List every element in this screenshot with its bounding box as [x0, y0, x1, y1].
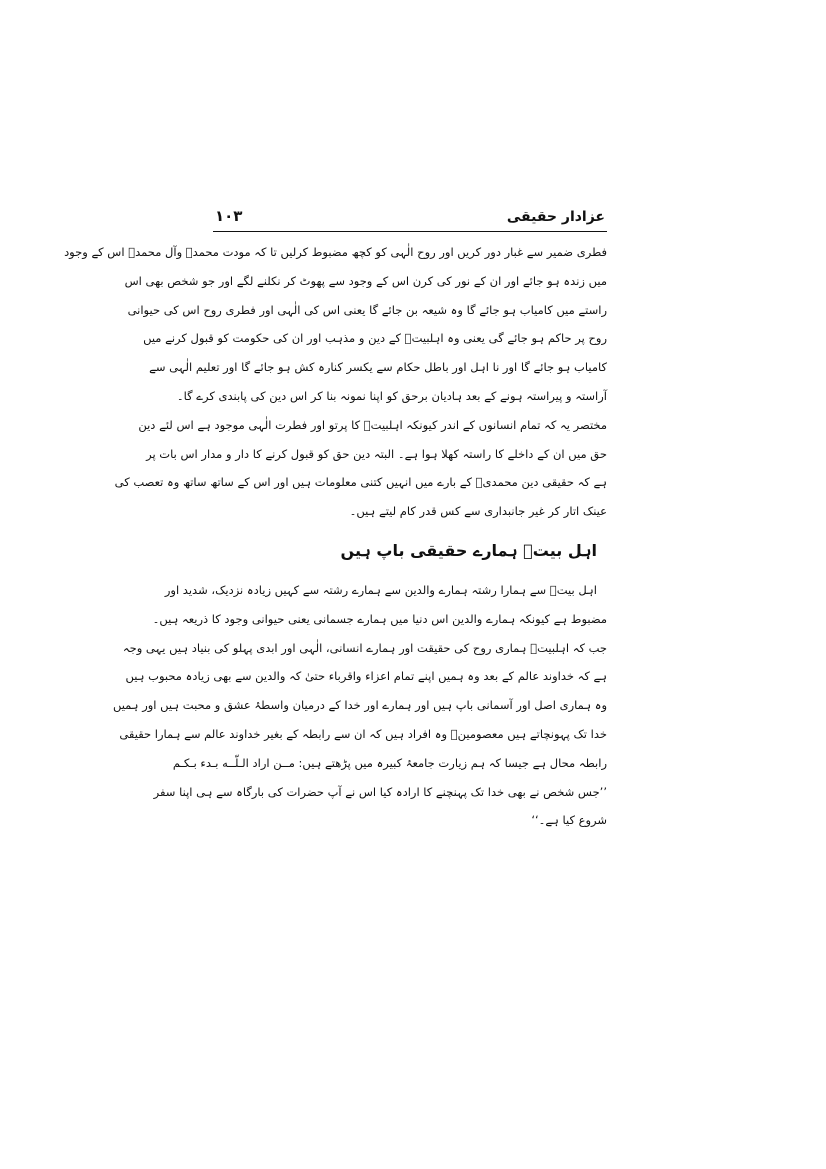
section-heading: اہل بیتؑ ہمارے حقیقی باپ ہیں — [340, 540, 597, 560]
paragraph-2 — [114, 411, 607, 526]
text-line: حق میں ان کے داخلے کا راستہ کھلا ہوا ہے۔ البتہ دین حق کو قبول کرنے کا دار و مدار اس بات پر — [146, 446, 607, 461]
text-line: ’’جس شخص نے بھی خدا تک پہنچنے کا ارادہ کیا اس نے آپ حضرات کی بارگاہ سے ہی اپنا سفر — [153, 784, 607, 799]
body-text — [64, 238, 607, 835]
paragraph-3 — [112, 576, 607, 835]
book-page — [64, 195, 607, 835]
page-header — [213, 195, 607, 232]
text-line: مختصر یہ کہ تمام انسانوں کے اندر کیونکہ اہلبیتؑ کا پرتو اور فطرت الٰہی موجود ہے اس لئے دین — [138, 417, 607, 432]
running-title: عزادار حقیقی — [506, 209, 605, 225]
text-line: اہل بیتؑ سے ہمارا رشتہ ہمارے والدین سے ہمارے رشتہ سے کہیں زیادہ نزدیک، شدید اور — [164, 582, 597, 597]
text-line: رابطہ محال ہے جیسا کہ ہم زیارت جامعۂ کبیرہ میں پڑھتے ہیں: مــن اراد الـلّــه بـدء بـکـم — [172, 755, 607, 770]
text-line: جب کہ اہلبیتؑ ہماری روح کی حقیقت اور ہمارے انسانی، الٰہی اور ابدی پہلو کی بنیاد ہیں یہی وجہ — [122, 640, 607, 655]
text-line: راستے میں کامیاب ہو جائے گا وہ شیعہ بن جائے گا یعنی اس کی الٰہی اور فطری روح اس کی حیوانی — [127, 302, 607, 317]
text-line: عینک اتار کر غیر جانبداری سے کس قدر کام لیتے ہیں۔ — [349, 504, 607, 519]
text-line: میں زندہ ہو جائے اور ان کے نور کی کرن اس کے وجود سے پھوٹ کر نکلنے لگے اور جو شخص بھی اس — [124, 273, 607, 288]
text-line: روح پر حاکم ہو جائے گی یعنی وہ اہلبیتؑ کے دین و مذہب اور ان کی حکومت کو قبول کرنے میں — [143, 331, 607, 346]
text-line: آراستہ و پیراستہ ہونے کے بعد ہادیان برحق کو اپنا نمونہ بنا کر اس دین کی پابندی کرے گا۔ — [176, 388, 607, 403]
text-line: ہے کہ حقیقی دین محمدیؐ کے بارے میں انہیں کتنی معلومات ہیں اور اس کے ساتھ ساتھ وہ تعصب کی — [114, 475, 607, 490]
text-line: فطری ضمیر سے غبار دور کریں اور روح الٰہی کو کچھ مضبوط کرلیں تا کہ مودت محمدؐ وآل محمدؐ اس کے وجود — [64, 245, 607, 259]
paragraph-1 — [64, 238, 607, 411]
text-line: خدا تک پہونچاتے ہیں معصومینؑ وہ افراد ہیں کہ ان سے رابطہ کے بغیر خداوند عالم سے ہمارا حقیقی — [119, 726, 607, 741]
text-line: کامیاب ہو جائے گا اور نا اہل اور باطل حکام سے یکسر کنارہ کش ہو جائے گا اور تعلیم الٰہی سے — [149, 360, 607, 375]
page-number: ۱۰۳ — [215, 207, 243, 225]
text-line: وہ ہماری اصل اور آسمانی باپ ہیں اور ہمارے اور خدا کے درمیان واسطۂ عشق و محبت ہیں اور ہمیں — [112, 698, 607, 713]
text-line: ہے کہ خداوند عالم کے بعد وہ ہمیں اپنے تمام اعزاء واقرباء حتیٰ کہ والدین سے بھی زیادہ محبوب ہیں — [125, 669, 607, 684]
text-line: مضبوط ہے کیونکہ ہمارے والدین اس دنیا میں ہمارے جسمانی یعنی حیوانی وجود کا ذریعہ ہیں۔ — [152, 611, 607, 626]
text-line: شروع کیا ہے۔‘‘ — [531, 813, 607, 828]
